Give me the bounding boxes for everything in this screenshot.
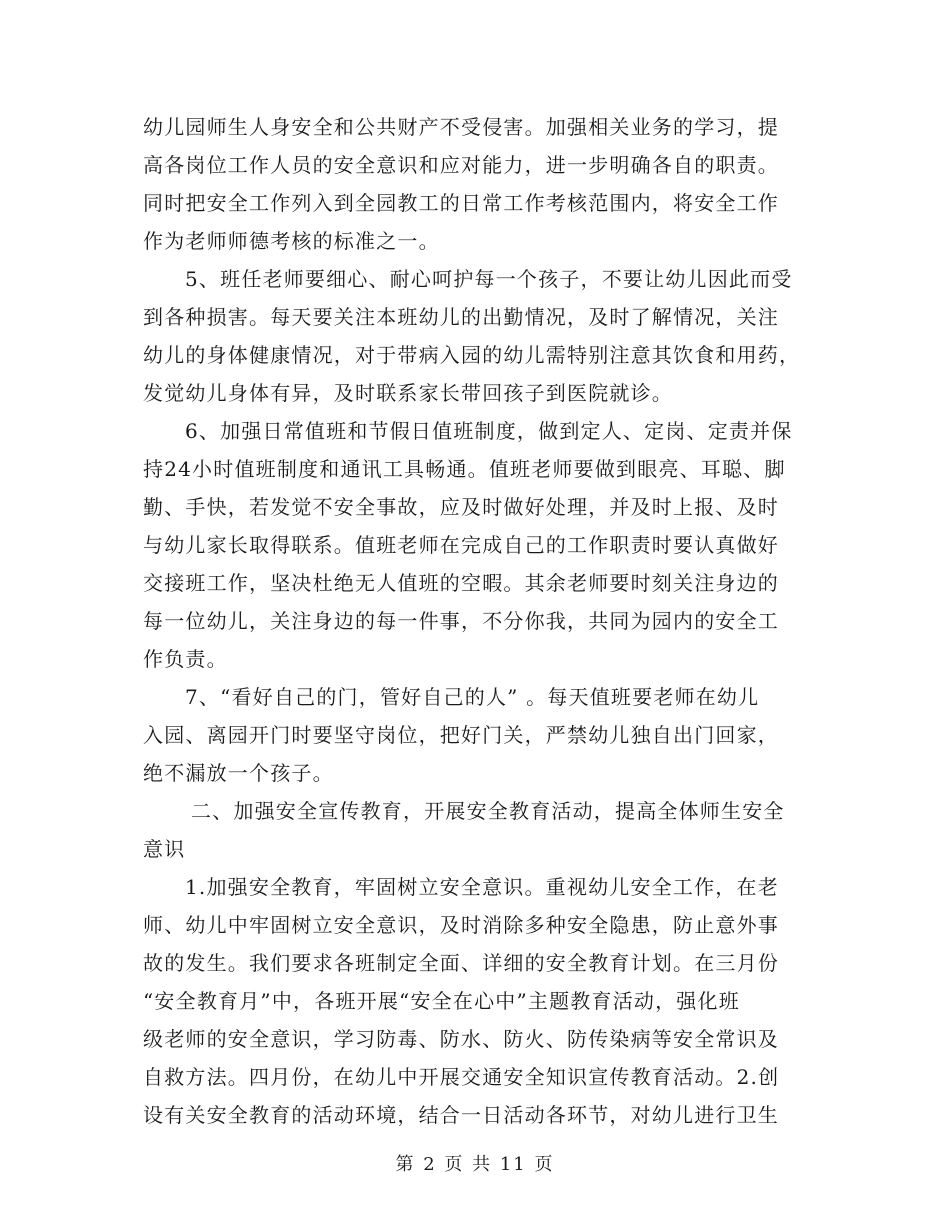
text-line: 与幼儿家长取得联系。值班老师在完成自己的工作职责时要认真做好: [143, 533, 779, 557]
text-line: 高各岗位工作人员的安全意识和应对能力，进一步明确各自的职责。: [143, 153, 779, 177]
paragraph-start-line: 7、“看好自己的门，管好自己的人” 。每天值班要老师在幼儿: [185, 685, 760, 709]
text-line: 作为老师师德考核的标准之一。: [143, 229, 440, 253]
text-line: 交接班工作，坚决杜绝无人值班的空暇。其余老师要时刻关注身边的: [143, 571, 779, 595]
text-line: 勤、手快，若发觉不安全事故，应及时做好处理，并及时上报、及时: [143, 495, 779, 519]
text-line: 作负责。: [143, 647, 228, 671]
text-line: 自救方法。四月份，在幼儿中开展交通安全知识宣传教育活动。2.创: [143, 1065, 780, 1089]
text-line: 发觉幼儿身体有异，及时联系家长带回孩子到医院就诊。: [143, 381, 673, 405]
paragraph-start-line: 6、加强日常值班和节假日值班制度，做到定人、定岗、定责并保: [185, 419, 793, 443]
paragraph-start-line: 1.加强安全教育，牢固树立安全意识。重视幼儿安全工作，在老: [185, 875, 779, 899]
text-line: “安全教育月”中，各班开展“安全在心中”主题教育活动，强化班: [143, 989, 740, 1013]
section-heading-line: 二、加强安全宣传教育，开展安全教育活动，提高全体师生安全: [191, 799, 785, 823]
text-line: 绝不漏放一个孩子。: [143, 761, 334, 785]
text-line: 到各种损害。每天要关注本班幼儿的出勤情况，及时了解情况，关注: [143, 305, 779, 329]
document-body: [143, 108, 808, 1134]
text-line: 入园、离园开门时要坚守岗位，把好门关，严禁幼儿独自出门回家，: [143, 723, 779, 747]
paragraph-start-line: 5、班任老师要细心、耐心呵护每一个孩子，不要让幼儿因此而受: [185, 267, 793, 291]
text-line: 师、幼儿中牢固树立安全意识，及时消除多种安全隐患，防止意外事: [143, 913, 779, 937]
text-line: 级老师的安全意识，学习防毒、防水、防火、防传染病等安全常识及: [143, 1027, 779, 1051]
text-line: 幼儿园师生人身安全和公共财产不受侵害。加强相关业务的学习，提: [143, 115, 779, 139]
text-line: 故的发生。我们要求各班制定全面、详细的安全教育计划。在三月份: [143, 951, 779, 975]
text-line: 设有关安全教育的活动环境，结合一日活动各环节，对幼儿进行卫生: [143, 1103, 779, 1127]
section-heading-line: 意识: [143, 837, 186, 861]
text-line: 同时把安全工作列入到全园教工的日常工作考核范围内，将安全工作: [143, 191, 779, 215]
page-number-footer: 第 2 页 共 11 页: [395, 1154, 555, 1175]
text-line: 持24小时值班制度和通讯工具畅通。值班老师要做到眼亮、耳聪、脚: [143, 457, 786, 481]
text-line: 幼儿的身体健康情况，对于带病入园的幼儿需特别注意其饮食和用药，: [143, 343, 801, 367]
text-line: 每一位幼儿，关注身边的每一件事，不分你我，共同为园内的安全工: [143, 609, 779, 633]
